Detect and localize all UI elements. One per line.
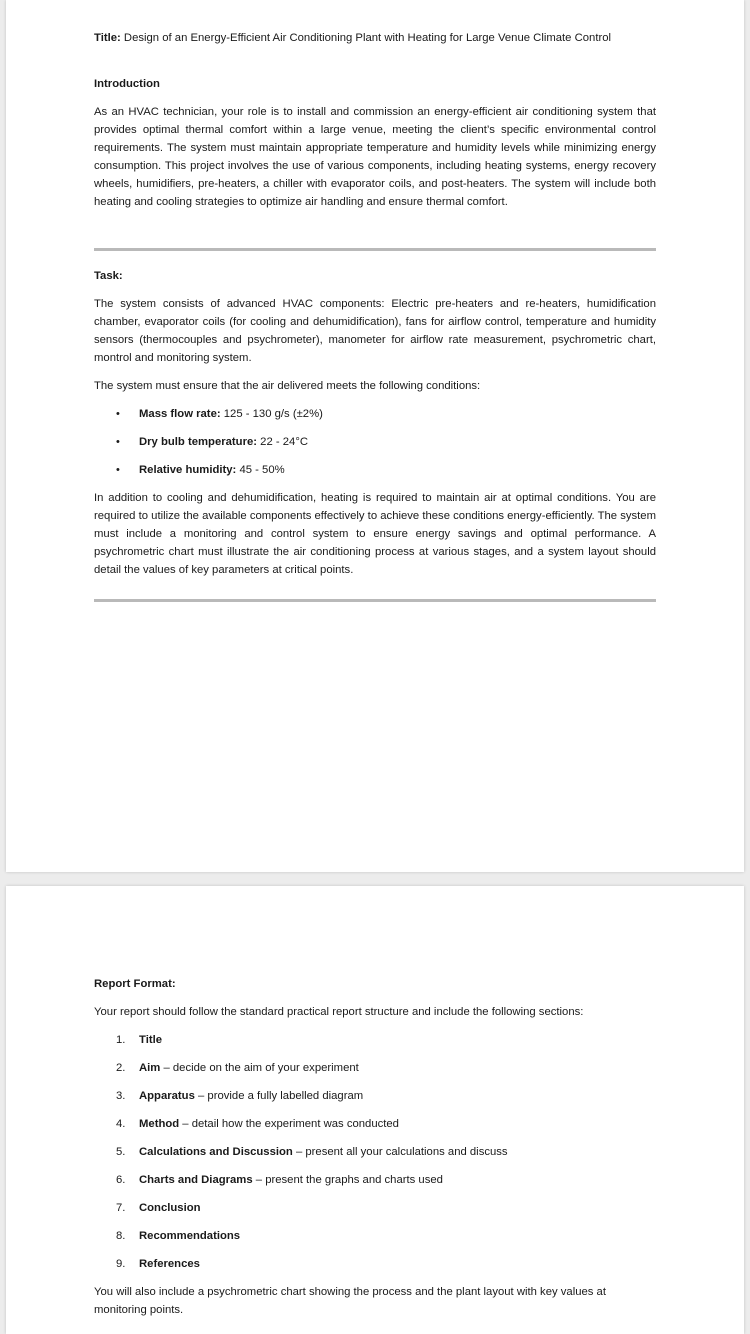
condition-value: 125 - 130 g/s (±2%): [223, 408, 323, 420]
section-label: Apparatus: [139, 1090, 195, 1102]
list-item: [94, 433, 656, 461]
conditions-intro: The system must ensure that the air delivered meets the following conditions:: [94, 380, 481, 392]
section-desc: – present the graphs and charts used: [252, 1174, 443, 1186]
list-number: 6.: [116, 1174, 126, 1186]
list-number: 3.: [116, 1090, 126, 1102]
report-format-section: [94, 975, 656, 1319]
list-number: 4.: [116, 1118, 126, 1130]
section-label: Title: [139, 1034, 163, 1046]
condition-label: Mass flow rate:: [139, 408, 221, 420]
list-number: 2.: [116, 1062, 126, 1074]
document-page-2: [6, 886, 744, 1334]
list-item: [94, 1143, 656, 1171]
list-number: 5.: [116, 1146, 126, 1158]
condition-value: 45 - 50%: [239, 464, 285, 476]
list-item: [94, 1227, 656, 1255]
report-format-intro: Your report should follow the standard practical report structure and include the following sections:: [94, 1006, 584, 1018]
task-paragraph: The system consists of advanced HVAC components: Electric pre-heaters and re-heaters, humidification chamber, evaporator coils (for cooling and dehumidification), fans for airflow control, temperature and humidity sensors (thermocouples and psychrometer), manometer for airflow rate measurement, psychrometric chart, montrol and monitoring system.: [94, 298, 656, 364]
introduction-paragraph: As an HVAC technician, your role is to install and commission an energy-efficient air conditioning system that provides optimal thermal comfort within a large venue, meeting the client’s specific environmental control requirements. The system must maintain appropriate temperature and humidity levels while minimizing energy consumption. This project involves the use of various components, including heating systems, energy recovery wheels, humidifiers, pre-heaters, a chiller with evaporator coils, and post-heaters. The system will include both heating and cooling strategies to optimize air handling and ensure thermal comfort.: [94, 106, 656, 208]
section-label: Charts and Diagrams: [139, 1174, 253, 1186]
section-label: Conclusion: [139, 1202, 201, 1214]
list-number: 1.: [116, 1034, 126, 1046]
condition-value: 22 - 24°C: [260, 436, 309, 448]
bullet-icon: •: [116, 408, 120, 420]
document-title: [94, 29, 656, 47]
section-divider: [94, 248, 656, 251]
list-number: 7.: [116, 1202, 126, 1214]
list-number: 9.: [116, 1258, 126, 1270]
conditions-list: [94, 405, 656, 489]
list-item: [94, 1087, 656, 1115]
section-label: Aim: [139, 1062, 161, 1074]
introduction-section: [94, 75, 656, 211]
list-item: [94, 461, 656, 489]
task-heading: Task:: [94, 270, 123, 282]
bullet-icon: •: [116, 464, 120, 476]
section-desc: – present all your calculations and discuss: [292, 1146, 508, 1158]
condition-label: Relative humidity:: [139, 464, 237, 476]
document-page-1: [6, 0, 744, 872]
final-paragraph: You will also include a psychrometric chart showing the process and the plant layout with key values at monitoring points.: [94, 1286, 606, 1316]
section-label: Calculations and Discussion: [139, 1146, 293, 1158]
section-desc: – detail how the experiment was conducted: [179, 1118, 399, 1130]
section-divider: [94, 599, 656, 602]
title-label: Title:: [94, 32, 121, 44]
list-item: [94, 405, 656, 433]
task-section: [94, 267, 656, 579]
title-text: Design of an Energy-Efficient Air Conditioning Plant with Heating for Large Venue Climate Control: [123, 32, 612, 44]
closing-paragraph: In addition to cooling and dehumidification, heating is required to maintain air at optimal conditions. You are required to utilize the available components effectively to achieve these conditions energy-efficiently. The system must include a monitoring and control system to ensure energy savings and optimal performance. A psychrometric chart must illustrate the air conditioning process at various stages, and a system layout should detail the values of key parameters at critical points.: [94, 492, 656, 576]
list-item: [94, 1255, 656, 1283]
section-label: References: [139, 1258, 200, 1270]
section-desc: – decide on the aim of your experiment: [160, 1062, 359, 1074]
condition-label: Dry bulb temperature:: [139, 436, 258, 448]
list-item: [94, 1059, 656, 1087]
section-label: Recommendations: [139, 1230, 241, 1242]
list-number: 8.: [116, 1230, 126, 1242]
report-sections-list: [94, 1031, 656, 1283]
introduction-heading: Introduction: [94, 78, 160, 90]
report-format-heading: Report Format:: [94, 978, 176, 990]
list-item: [94, 1171, 656, 1199]
bullet-icon: •: [116, 436, 120, 448]
section-label: Method: [139, 1118, 180, 1130]
list-item: [94, 1115, 656, 1143]
section-desc: – provide a fully labelled diagram: [194, 1090, 364, 1102]
title-block: [94, 29, 656, 47]
list-item: [94, 1031, 656, 1059]
list-item: [94, 1199, 656, 1227]
